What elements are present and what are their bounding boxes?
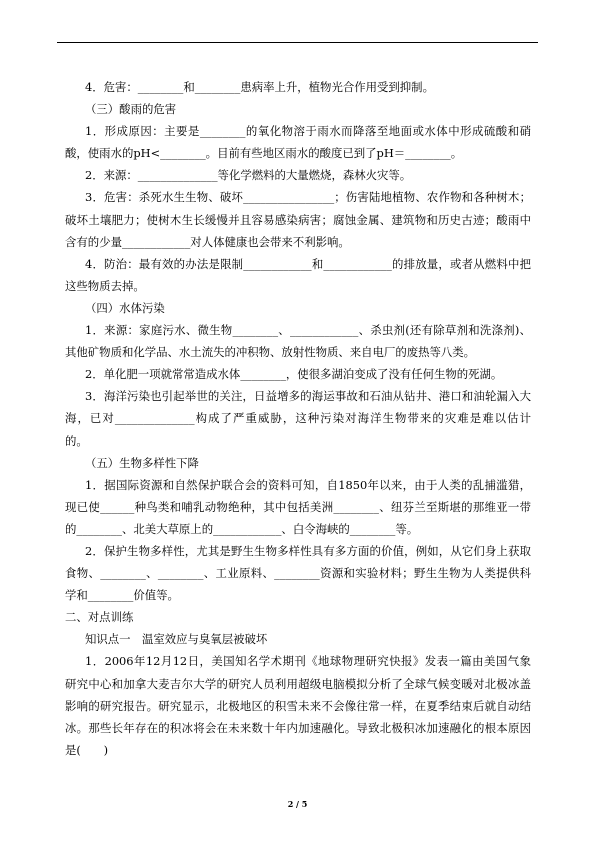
text-line: 1．据国际资源和自然保护联合会的资料可知，自1850年以来，由于人类的乱捕滥猎， [85, 477, 531, 492]
text-line: 冰。那些长年存在的积冰将会在未来数十年内加速融化。导致北极积冰加速融化的根本原因 [65, 720, 531, 735]
text-line: 2．来源：______________等化学燃料的大量燃烧，森林火灾等。 [85, 168, 412, 183]
text-line: 2．单化肥一项就常常造成水体________，使很多湖泊变成了没有任何生物的死湖。 [85, 367, 503, 382]
header-rule [57, 42, 538, 43]
text-line: 4．防治：最有效的办法是限制____________和____________的排放量，或者从燃料中把 [85, 256, 531, 271]
text-line: 现已使______种鸟类和哺乳动物绝种，其中包括美洲________、纽芬兰至斯堪的那维亚一带 [65, 499, 531, 514]
text-line: 3．危害：杀死水生生物、破坏________________；伤害陆地植物、农作物和各种树木； [85, 190, 531, 205]
text-line: 1．来源：家庭污水、微生物________、____________、杀虫剂(还有除草剂和洗涤剂)、 [85, 323, 531, 338]
paragraph-air-hazard [65, 76, 531, 98]
paragraph-acid-rain-source [65, 164, 531, 186]
text-line: 其他矿物质和化学品、水土流失的冲积物、放射性物质、来自电厂的废热等八类。 [65, 345, 476, 360]
paragraph-acid-rain-hazard [65, 186, 531, 252]
knowledge-point-title: 知识点一 温室效应与臭氧层被破坏 [85, 632, 268, 647]
text-line: 含有的少量____________对人体健康也会带来不利影响。 [65, 234, 350, 249]
text-line: 食物、________、________、工业原料、________资源和实验材料；野生生物为人类提供科 [65, 566, 531, 581]
text-line: 研究中心和加拿大麦吉尔大学的研究人员利用超级电脑模拟分析了全球气候变暖对北极冰盖 [65, 676, 531, 691]
section-heading-acid-rain [65, 98, 531, 120]
question-1 [65, 650, 531, 760]
part-heading: 二、对点训练 [65, 610, 134, 625]
paragraph-acid-rain-prevention [65, 253, 531, 297]
text-line: 1．2006年12月12日，美国知名学术期刊《地球物理研究快报》发表一篇由美国气象 [85, 654, 531, 669]
paragraph-acid-rain-cause [65, 120, 531, 164]
section-heading-biodiversity [65, 452, 531, 474]
text-line: 海，已对______________构成了严重威胁，这种污染对海洋生物带来的灾难是难以估计 [65, 411, 531, 426]
text-line: 的。 [65, 433, 88, 448]
text-line: 破坏土壤肥力；使树木生长缓慢并且容易感染病害；腐蚀金属、建筑物和历史古迹；酸雨中 [65, 212, 531, 227]
paragraph-fertilizer [65, 363, 531, 385]
section-heading-water-pollution [65, 297, 531, 319]
text-line: 3．海洋污染也引起举世的关注，日益增多的海运事故和石油从钻井、港口和油轮漏入大 [85, 389, 531, 404]
section-heading: （四）水体污染 [85, 300, 165, 315]
text-line: 4．危害：________和________患病率上升，植物光合作用受到抑制。 [85, 80, 434, 94]
part-heading-practice [65, 606, 531, 628]
paragraph-biodiversity-value [65, 540, 531, 606]
section-heading: （三）酸雨的危害 [85, 102, 177, 117]
text-line: 2．保护生物多样性，尤其是野生生物多样性具有多方面的价值，例如，从它们身上获取 [85, 543, 531, 558]
text-line: 酸，使雨水的pH<________。目前有些地区雨水的酸度已到了pH＝________。 [65, 146, 463, 161]
paragraph-water-source [65, 319, 531, 363]
text-line: 的________、北美大草原上的____________、白令海峡的________等。 [65, 521, 419, 536]
text-line: 这些物质去掉。 [65, 278, 145, 293]
paragraph-ocean-pollution [65, 385, 531, 451]
text-line: 1．形成原因：主要是________的氧化物溶于雨水而降落至地面或水体中形成硫酸和硝 [85, 124, 531, 139]
paragraph-extinction [65, 474, 531, 540]
text-line: 影响的研究报告。研究显示，北极地区的积雪未来不会像往常一样，在夏季结束后就自动结 [65, 698, 531, 713]
text-line: 是( ) [65, 742, 109, 757]
text-line: 学和________价值等。 [65, 588, 179, 603]
page-number: 2 / 5 [287, 799, 308, 809]
document-body [65, 76, 531, 761]
section-heading: （五）生物多样性下降 [85, 455, 199, 470]
knowledge-point-heading [65, 628, 531, 650]
